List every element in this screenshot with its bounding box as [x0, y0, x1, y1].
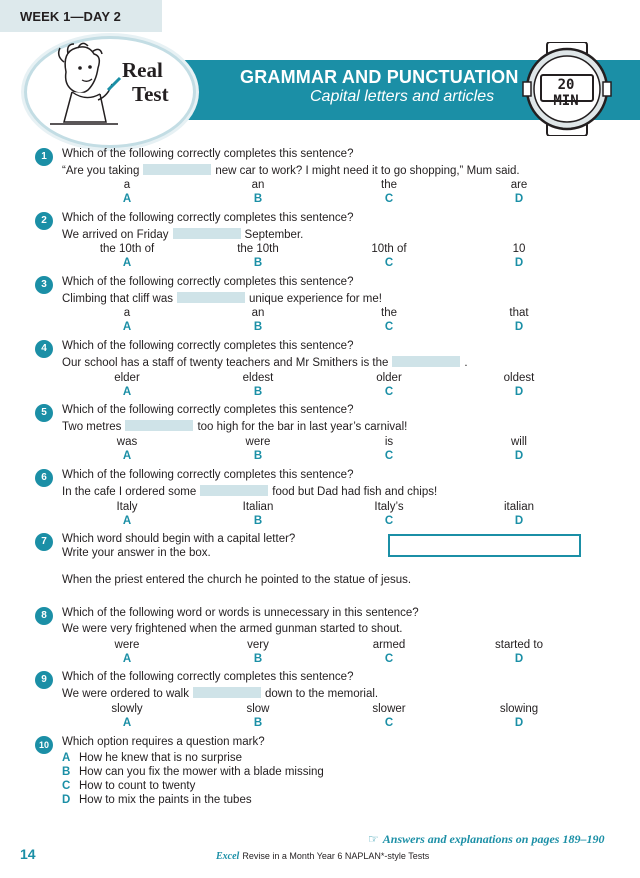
answer-blank [200, 485, 268, 496]
option-letter-a: A [122, 386, 132, 398]
answer-blank [193, 687, 261, 698]
question-sentence: We were very frightened when the armed gunman started to shout. [62, 623, 403, 635]
answer-blank [125, 420, 193, 431]
option-letter-d: D [62, 794, 71, 806]
option-c[interactable]: is [384, 436, 394, 448]
question-sentence: “Are you taking new car to work? I might need it to go shopping,” Mum said. [62, 165, 520, 177]
option-letter-d: D [514, 653, 524, 665]
option-d[interactable]: will [511, 436, 527, 448]
answer-blank [173, 228, 241, 239]
question-prompt: Which of the following correctly completes this sentence? [62, 671, 354, 683]
question-number: 10 [35, 736, 53, 754]
option-letter-b: B [62, 766, 71, 778]
option-a[interactable]: a [123, 179, 131, 191]
question-number: 8 [35, 607, 53, 625]
option-c[interactable]: the [381, 307, 397, 319]
option-b[interactable]: were [245, 436, 271, 448]
question-prompt: Which of the following correctly completes this sentence? [62, 212, 354, 224]
option-letter-c: C [62, 780, 71, 792]
option-b[interactable]: an [251, 179, 265, 191]
question-number: 1 [35, 148, 53, 166]
option-b[interactable]: very [247, 639, 269, 651]
option-d[interactable]: italian [503, 501, 535, 513]
timer-label: 20 MIN [553, 77, 579, 109]
option-b[interactable]: the 10th [237, 243, 279, 255]
question-number: 7 [35, 533, 53, 551]
question-instruction: Write your answer in the box. [62, 547, 211, 559]
option-letter-a: A [122, 193, 132, 205]
option-letter-d: D [514, 515, 524, 527]
option-d[interactable]: that [509, 307, 529, 319]
option-c[interactable]: slower [372, 703, 406, 715]
option-letter-b: B [253, 386, 263, 398]
option-d[interactable]: started to [495, 639, 543, 651]
question-prompt: Which of the following correctly completes this sentence? [62, 276, 354, 288]
option-a[interactable]: was [116, 436, 138, 448]
answer-blank [392, 356, 460, 367]
page-number: 14 [20, 846, 36, 862]
question-number: 5 [35, 404, 53, 422]
option-letter-a: A [122, 257, 132, 269]
option-d[interactable]: are [510, 179, 528, 191]
option-b[interactable]: an [251, 307, 265, 319]
option-b[interactable]: How can you fix the mower with a blade missing [79, 766, 324, 778]
logo-test-text: Test [132, 82, 169, 106]
answers-reference-text: Answers and explanations on pages 189–190 [382, 832, 605, 846]
option-letter-d: D [514, 321, 524, 333]
option-letter-b: B [253, 717, 263, 729]
option-letter-c: C [384, 717, 394, 729]
question-sentence: We arrived on Friday September. [62, 229, 304, 241]
question-prompt: Which of the following correctly completes this sentence? [62, 340, 354, 352]
answers-reference [368, 832, 604, 847]
option-a[interactable]: elder [114, 372, 140, 384]
option-c[interactable]: older [376, 372, 402, 384]
real-test-wordmark [122, 58, 169, 106]
option-letter-c: C [384, 386, 394, 398]
brand-logo: Excel [216, 851, 240, 862]
option-letter-a: A [122, 450, 132, 462]
option-letter-c: C [384, 257, 394, 269]
question-prompt: Which word should begin with a capital letter? [62, 533, 296, 545]
option-a[interactable]: slowly [111, 703, 143, 715]
option-c[interactable]: How to count to twenty [79, 780, 196, 792]
logo-real-text: Real [122, 58, 163, 82]
option-a[interactable]: the 10th of [99, 243, 155, 255]
option-letter-a: A [122, 653, 132, 665]
answer-input-box[interactable] [388, 534, 581, 557]
question-number: 3 [35, 276, 53, 294]
question-sentence: Two metres too high for the bar in last year’s carnival! [62, 421, 408, 433]
question-number: 6 [35, 469, 53, 487]
section-subtitle: Capital letters and articles [310, 88, 495, 105]
option-c[interactable]: the [381, 179, 397, 191]
option-letter-b: B [253, 257, 263, 269]
option-b[interactable]: eldest [242, 372, 274, 384]
book-title: Revise in a Month Year 6 NAPLAN*-style Tests [242, 851, 430, 861]
option-letter-b: B [253, 321, 263, 333]
week-day-label: WEEK 1—DAY 2 [20, 9, 121, 24]
question-number: 4 [35, 340, 53, 358]
option-a[interactable]: How he knew that is no surprise [79, 752, 242, 764]
question-prompt: Which of the following correctly completes this sentence? [62, 148, 354, 160]
question-sentence: Our school has a staff of twenty teachers and Mr Smithers is the . [62, 357, 468, 369]
option-letter-b: B [253, 653, 263, 665]
section-title: GRAMMAR AND PUNCTUATION [240, 67, 519, 87]
option-letter-b: B [253, 450, 263, 462]
option-letter-a: A [122, 717, 132, 729]
option-letter-b: B [253, 515, 263, 527]
option-letter-c: C [384, 193, 394, 205]
question-number: 2 [35, 212, 53, 230]
option-a[interactable]: Italy [116, 501, 138, 513]
question-sentence: In the cafe I ordered some food but Dad had fish and chips! [62, 486, 438, 498]
option-letter-d: D [514, 257, 524, 269]
option-letter-a: A [122, 321, 132, 333]
question-prompt: Which of the following word or words is unnecessary in this sentence? [62, 607, 419, 619]
option-letter-c: C [384, 321, 394, 333]
question-prompt: Which option requires a question mark? [62, 736, 265, 748]
option-letter-a: A [122, 515, 132, 527]
option-d[interactable]: oldest [503, 372, 535, 384]
option-letter-a: A [62, 752, 71, 764]
option-letter-c: C [384, 653, 394, 665]
option-c[interactable]: 10th of [371, 243, 407, 255]
option-c[interactable]: armed [372, 639, 406, 651]
question-sentence: Climbing that cliff was unique experience for me! [62, 293, 382, 305]
option-letter-d: D [514, 386, 524, 398]
option-letter-d: D [514, 193, 524, 205]
option-letter-c: C [384, 450, 394, 462]
week-day-tab [0, 0, 162, 32]
option-d[interactable]: How to mix the paints in the tubes [79, 794, 252, 806]
option-a[interactable]: were [114, 639, 140, 651]
book-footer [216, 851, 429, 862]
student-cartoon-icon [42, 42, 122, 134]
option-a[interactable]: a [123, 307, 131, 319]
answer-blank [143, 164, 211, 175]
option-letter-d: D [514, 717, 524, 729]
question-sentence: When the priest entered the church he pointed to the statue of jesus. [62, 574, 412, 586]
option-letter-c: C [384, 515, 394, 527]
pointing-hand-icon: ☞ [368, 832, 379, 846]
option-b[interactable]: Italian [242, 501, 274, 513]
option-d[interactable]: slowing [499, 703, 539, 715]
answer-blank [177, 292, 245, 303]
option-letter-d: D [514, 450, 524, 462]
option-b[interactable]: slow [246, 703, 270, 715]
question-prompt: Which of the following correctly completes this sentence? [62, 404, 354, 416]
option-c[interactable]: Italy’s [374, 501, 404, 513]
question-sentence: We were ordered to walk down to the memorial. [62, 688, 379, 700]
question-number: 9 [35, 671, 53, 689]
option-d[interactable]: 10 [512, 243, 526, 255]
option-letter-b: B [253, 193, 263, 205]
question-prompt: Which of the following correctly completes this sentence? [62, 469, 354, 481]
